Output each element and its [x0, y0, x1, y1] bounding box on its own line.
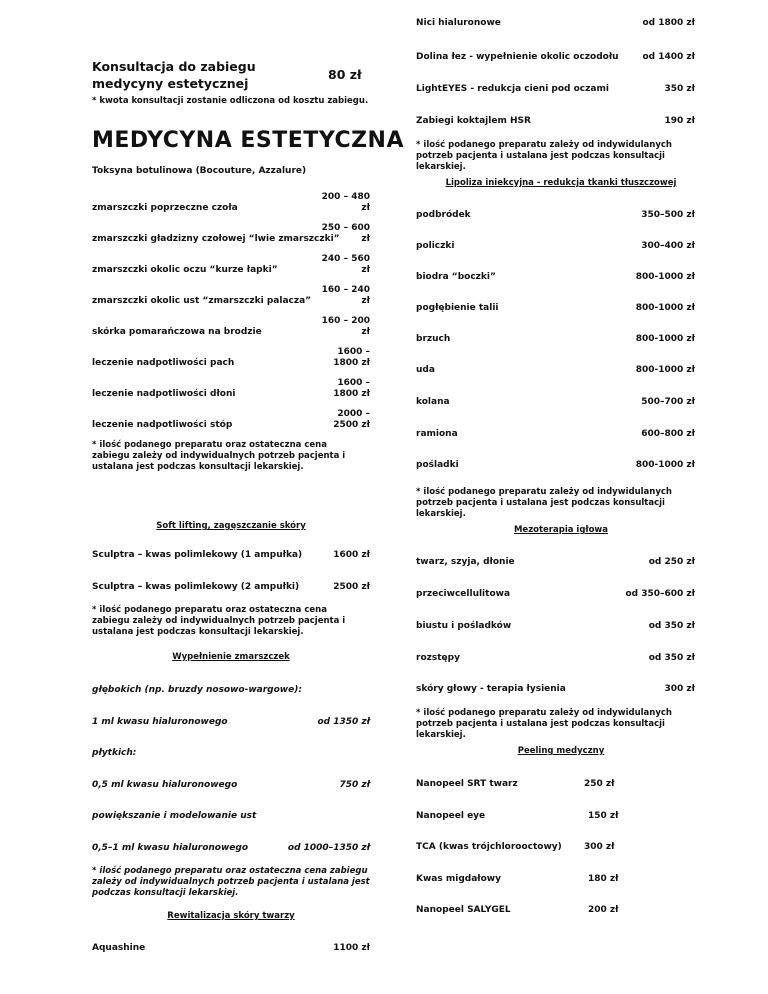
item-price: 300–400 zł	[641, 241, 695, 251]
item-price: 1600 – 1800 zł	[333, 347, 370, 368]
item-name: podbródek	[416, 210, 471, 220]
item-price: 800-1000 zł	[635, 365, 695, 375]
item-name: kolana	[416, 397, 450, 407]
fill-deep-label: głębokich (np. bruzdy nosowo-wargowe):	[92, 685, 302, 695]
botox-note: * ilość podanego preparatu oraz ostateczna cena zabiegu zależy od indywidualnych potrzeb pacjenta i ustalana jest podczas konsultacji lekarskiej.	[92, 440, 346, 472]
item-price: 240 – 560 zł	[321, 254, 370, 275]
item-price: 350 zł	[664, 84, 695, 94]
consult-price: 80 zł	[328, 67, 362, 82]
item-price: 150 zł	[588, 811, 619, 821]
item-name: Sculptra – kwas polimlekowy (1 ampułka)	[92, 550, 303, 560]
item-name: zmarszczki okolic oczu “kurze łapki”	[92, 265, 278, 275]
item-name: biustu i pośladków	[416, 621, 512, 631]
fill-note: * ilość podanego preparatu oraz ostateczna cena zabiegu zależy od indywidualnych potrzeb pacjenta i ustalana jest podczas konsultacji lekarskiej.	[92, 866, 370, 898]
item-name: leczenie nadpotliwości stóp	[92, 420, 233, 430]
list-item	[92, 234, 340, 245]
item-name: policzki	[416, 241, 455, 251]
item-name: pośladki	[416, 460, 459, 470]
item-price: 800-1000 zł	[635, 334, 695, 344]
item-price: 160 – 240 zł	[321, 285, 370, 306]
item-price: 200 – 480 zł	[321, 192, 370, 213]
item-name: brzuch	[416, 334, 451, 344]
item-price: 2500 zł	[333, 582, 370, 592]
item-price: 1100 zł	[333, 943, 370, 953]
page-title: MEDYCYNA ESTETYCZNA	[92, 128, 404, 153]
item-name: uda	[416, 365, 435, 375]
item-name: skóry głowy - terapia łysienia	[416, 684, 566, 694]
item-name: LightEYES - redukcja cieni pod oczami	[416, 84, 609, 94]
item-name: skórka pomarańczowa na brodzie	[92, 327, 262, 337]
list-item	[92, 265, 278, 276]
list-item	[92, 358, 234, 369]
mezo-note: * ilość podanego preparatu zależy od indywidulanych potrzeb pacjenta i ustalana jest podczas konsultacji lekarskiej.	[416, 708, 672, 740]
item-name: rozstępy	[416, 653, 460, 663]
peel-section-title: Peeling medyczny	[517, 746, 605, 756]
list-item	[92, 203, 238, 214]
fill-shallow-label: płytkich:	[92, 748, 137, 758]
item-name: Kwas migdałowy	[416, 874, 501, 884]
item-name: twarz, szyja, dłonie	[416, 557, 515, 567]
item-name: Nici hialuronowe	[416, 18, 501, 28]
item-name: Nanopeel SRT twarz	[416, 779, 518, 789]
fill-lips-label: powiększanie i modelowanie ust	[92, 811, 257, 821]
item-price: 250 – 600 zł	[321, 223, 370, 244]
softlift-section-title: Soft lifting, zagęszczanie skóry	[156, 521, 306, 531]
item-name: Sculptra – kwas polimlekowy (2 ampułki)	[92, 582, 300, 592]
item-price: 200 zł	[588, 905, 619, 915]
item-name: Zabiegi koktajlem HSR	[416, 116, 531, 126]
item-price: od 1800 zł	[642, 18, 695, 28]
list-item	[92, 389, 235, 400]
item-price: 800-1000 zł	[635, 303, 695, 313]
item-name: przeciwcellulitowa	[416, 589, 511, 599]
item-price: 500–700 zł	[641, 397, 695, 407]
item-price: 600–800 zł	[641, 429, 695, 439]
revital-section-title: Rewitalizacja skóry twarzy	[167, 911, 295, 921]
item-price: od 350 zł	[648, 653, 695, 663]
item-price: 350–500 zł	[641, 210, 695, 220]
lipo-note: * ilość podanego preparatu zależy od indywidulanych potrzeb pacjenta i ustalana jest podczas konsultacji lekarskiej.	[416, 487, 672, 519]
softlift-note: * ilość podanego preparatu oraz ostateczna cena zabiegu zależy od indywidualnych potrzeb pacjenta i ustalana jest podczas konsultacji lekarskiej.	[92, 605, 346, 637]
item-name: Aquashine	[92, 943, 146, 953]
mezo-section-title: Mezoterapia igłowa	[513, 525, 609, 535]
item-price: 800-1000 zł	[635, 460, 695, 470]
item-price: 2000 – 2500 zł	[333, 409, 370, 430]
item-price: 180 zł	[588, 874, 619, 884]
item-name: Dolina łez - wypełnienie okolic oczodołu	[416, 52, 619, 62]
item-price: 300 zł	[664, 684, 695, 694]
item-name: leczenie nadpotliwości pach	[92, 358, 235, 368]
item-price: od 250 zł	[648, 557, 695, 567]
item-name: Nanopeel eye	[416, 811, 486, 821]
item-name: ramiona	[416, 429, 458, 439]
item-price: od 350–600 zł	[625, 589, 695, 599]
item-name: zmarszczki okolic ust “zmarszczki palacza”	[92, 296, 312, 306]
item-name: TCA (kwas trójchlorooctowy)	[416, 842, 562, 852]
botox-section-title: Toksyna botulinowa (Bocouture, Azzalure)	[92, 166, 307, 176]
item-price: od 1350 zł	[317, 717, 370, 727]
list-item	[92, 327, 262, 338]
consult-title: Konsultacja do zabiegu medycyny estetycznej	[92, 59, 256, 91]
item-name: zmarszczki gładzizny czołowej “lwie zmarszczki”	[92, 234, 340, 244]
item-price: 300 zł	[584, 842, 615, 852]
item-price: 190 zł	[664, 116, 695, 126]
item-price: od 1400 zł	[642, 52, 695, 62]
fill-section-title: Wypełnienie zmarszczek	[172, 652, 290, 662]
consult-note: * kwota konsultacji zostanie odliczona od kosztu zabiegu.	[92, 96, 369, 106]
item-name: 0,5 ml kwasu hialuronowego	[92, 780, 238, 790]
list-item	[92, 420, 232, 431]
item-price: 250 zł	[584, 779, 615, 789]
list-item	[92, 296, 311, 307]
item-name: leczenie nadpotliwości dłoni	[92, 389, 236, 399]
item-price: 1600 zł	[333, 550, 370, 560]
item-name: biodra “boczki”	[416, 272, 496, 282]
lipo-section-title: Lipoliza iniekcyjna - redukcja tkanki tłuszczowej	[445, 178, 677, 188]
item-price: od 350 zł	[648, 621, 695, 631]
item-name: 1 ml kwasu hialuronowego	[92, 717, 228, 727]
item-price: 160 – 200 zł	[321, 316, 370, 337]
item-price: 750 zł	[339, 780, 370, 790]
item-price: 1600 – 1800 zł	[333, 378, 370, 399]
item-price: od 1000–1350 zł	[287, 843, 370, 853]
item-price: 800-1000 zł	[635, 272, 695, 282]
item-name: 0,5–1 ml kwasu hialuronowego	[92, 843, 249, 853]
right-top-note: * ilość podanego preparatu zależy od indywidulanych potrzeb pacjenta i ustalana jest podczas konsultacji lekarskiej.	[416, 140, 672, 172]
item-name: zmarszczki poprzeczne czoła	[92, 203, 238, 213]
item-name: pogłębienie talii	[416, 303, 499, 313]
item-name: Nanopeel SALYGEL	[416, 905, 511, 915]
